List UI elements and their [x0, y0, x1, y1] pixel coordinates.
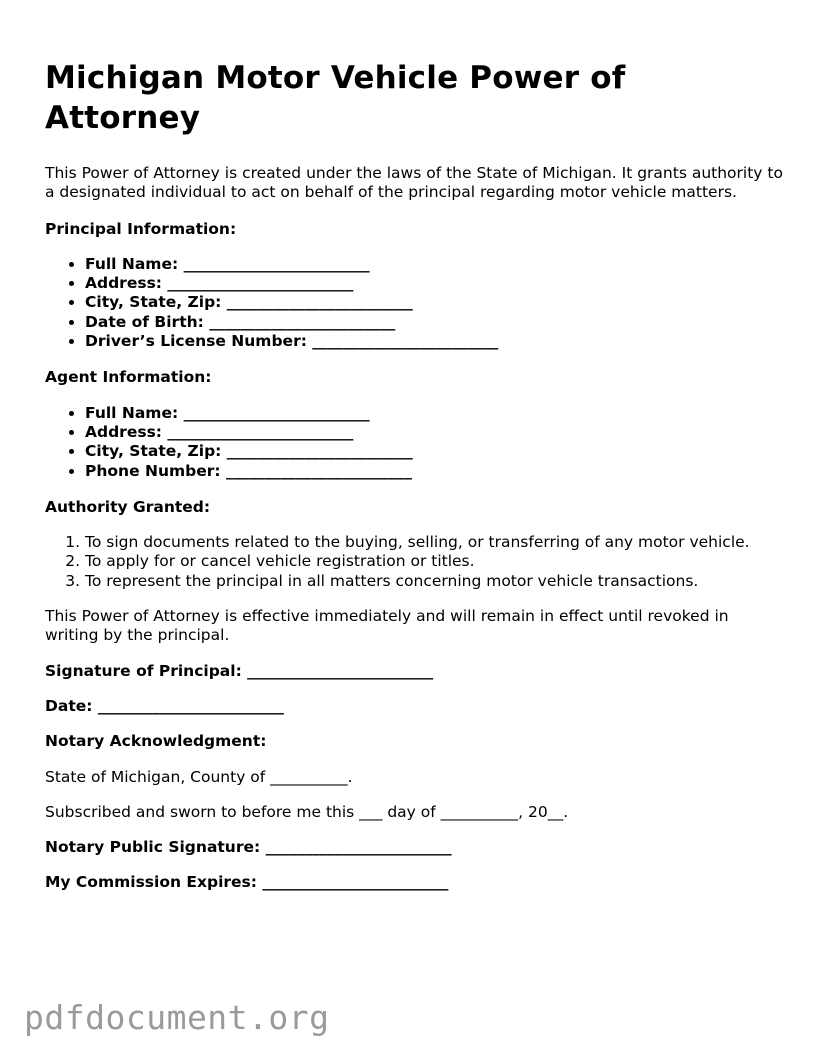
principal-full-name: • Full Name: ________________________ [85, 255, 785, 274]
document-page [45, 58, 785, 893]
authority-list [45, 533, 785, 591]
principal-city-state-zip: • City, State, Zip: ________________________ [85, 293, 785, 312]
agent-list [45, 404, 785, 481]
principal-date-of-birth: • Date of Birth: ________________________ [85, 313, 785, 332]
authority-item-1: 1. To sign documents related to the buying, selling, or transferring of any motor vehicle. [85, 533, 785, 552]
agent-address: • Address: ________________________ [85, 423, 785, 442]
watermark: pdfdocument.org [24, 998, 330, 1037]
agent-city-state-zip: • City, State, Zip: ________________________ [85, 442, 785, 461]
notary-heading: Notary Acknowledgment: [45, 732, 267, 751]
principal-license-number: • Driver’s License Number: ________________________ [85, 332, 785, 351]
authority-heading: Authority Granted: [45, 497, 211, 516]
principal-list [45, 255, 785, 351]
agent-full-name: • Full Name: ________________________ [85, 404, 785, 423]
intro-paragraph: This Power of Attorney is created under the laws of the State of Michigan. It grants authority to a designated individual to act on behalf of the principal regarding motor vehicle matters. [45, 164, 783, 202]
notary-signature-line: Notary Public Signature: ________________________ [45, 838, 452, 857]
principal-signature-line: Signature of Principal: ________________________ [45, 661, 434, 680]
authority-item-2: 2. To apply for or cancel vehicle registration or titles. [85, 552, 785, 571]
notary-sworn-line: Subscribed and sworn to before me this ___ day of __________, 20__. [45, 802, 569, 821]
document-title: Michigan Motor Vehicle Power of Attorney [45, 60, 626, 136]
notary-state-line: State of Michigan, County of __________. [45, 767, 353, 786]
principal-address: • Address: ________________________ [85, 274, 785, 293]
agent-heading: Agent Information: [45, 368, 212, 387]
authority-item-3: 3. To represent the principal in all matters concerning motor vehicle transactions. [85, 572, 785, 591]
commission-expires-line: My Commission Expires: ________________________ [45, 873, 449, 892]
agent-phone-number: • Phone Number: ________________________ [85, 462, 785, 481]
principal-heading: Principal Information: [45, 219, 237, 238]
effective-paragraph: This Power of Attorney is effective immediately and will remain in effect until revoked in writing by the principal. [45, 607, 729, 645]
date-line: Date: ________________________ [45, 696, 284, 715]
